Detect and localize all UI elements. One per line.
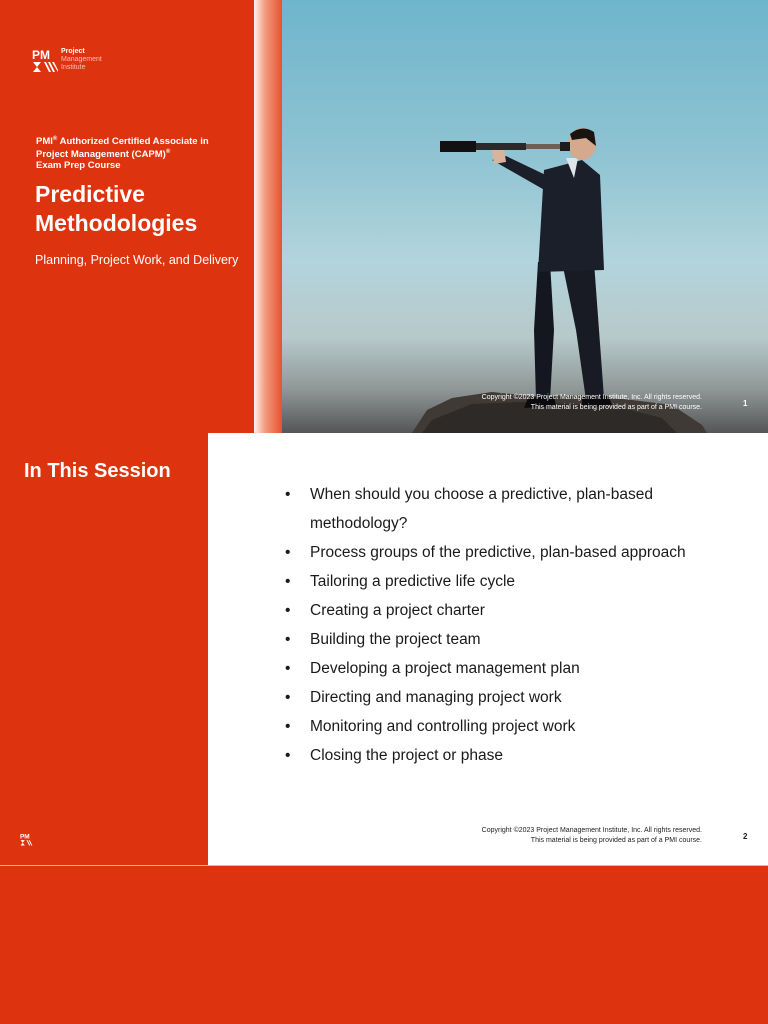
bullet-icon: • [285, 718, 291, 735]
registered-mark: ® [52, 136, 58, 142]
course-name [36, 134, 246, 171]
bullet-icon: • [285, 747, 291, 764]
copyright-notice [420, 393, 702, 413]
list-item-text: Building the project team [310, 631, 481, 648]
list-item [285, 567, 705, 596]
bullet-icon: • [285, 660, 291, 677]
page-number: 1 [743, 399, 748, 408]
bullet-icon: • [285, 544, 291, 561]
slide-subtitle: Planning, Project Work, and Delivery [35, 253, 239, 267]
session-topics-list [285, 480, 705, 770]
list-item-text: Creating a project charter [310, 602, 485, 619]
logo-text [61, 48, 102, 72]
agenda-slide [0, 433, 768, 865]
bullet-icon: • [285, 486, 291, 503]
title-slide [0, 0, 768, 433]
list-item [285, 625, 705, 654]
list-item [285, 741, 705, 770]
list-item-text: Developing a project management plan [310, 660, 580, 677]
list-item [285, 712, 705, 741]
list-item-text: Monitoring and controlling project work [310, 718, 576, 735]
list-item [285, 654, 705, 683]
list-item-text: When should you choose a predictive, plan-based methodology? [310, 486, 653, 532]
logo-line-3: Institute [61, 64, 86, 71]
svg-text:PM: PM [32, 48, 50, 62]
copyright-notice [420, 826, 702, 846]
slide-title: Predictive Methodologies [35, 181, 198, 236]
man-with-telescope-photo [282, 0, 768, 433]
page-number: 2 [743, 832, 748, 841]
course-line-2-prefix: Project Management (CAPM) [36, 149, 166, 161]
list-item-text: Closing the project or phase [310, 747, 504, 764]
copyright-line-2: This material is being provided as part of a PMI course. [530, 837, 702, 844]
copyright-line-1: Copyright ©2023 Project Management Institute, Inc. All rights reserved. [481, 394, 702, 401]
pmi-logo-icon [32, 48, 58, 72]
bullet-icon: • [285, 602, 291, 619]
gradient-strip [254, 0, 282, 433]
bullet-icon: • [285, 689, 291, 706]
pmi-logo-small-icon [20, 832, 34, 846]
slide-divider [0, 865, 768, 866]
copyright-line-2: This material is being provided as part of a PMI course. [530, 404, 702, 411]
svg-text:PM: PM [20, 833, 30, 841]
logo-line-1: Project [61, 48, 85, 55]
list-item [285, 538, 705, 567]
list-item-text: Process groups of the predictive, plan-based approach [310, 544, 686, 561]
course-line-3: Exam Prep Course [36, 160, 121, 172]
logo-line-2: Management [61, 56, 102, 63]
course-line-1-prefix: PMI [36, 136, 53, 148]
list-item [285, 480, 705, 538]
list-item-text: Tailoring a predictive life cycle [310, 573, 516, 590]
course-line-1-rest: Authorized Certified Associate in [57, 136, 209, 148]
session-title: In This Session [24, 460, 171, 482]
list-item [285, 683, 705, 712]
left-panel [0, 433, 208, 865]
copyright-line-1: Copyright ©2023 Project Management Institute, Inc. All rights reserved. [481, 827, 702, 834]
list-item [285, 596, 705, 625]
list-item-text: Directing and managing project work [310, 689, 562, 706]
bullet-icon: • [285, 631, 291, 648]
bullet-icon: • [285, 573, 291, 590]
registered-mark: ® [165, 149, 171, 156]
